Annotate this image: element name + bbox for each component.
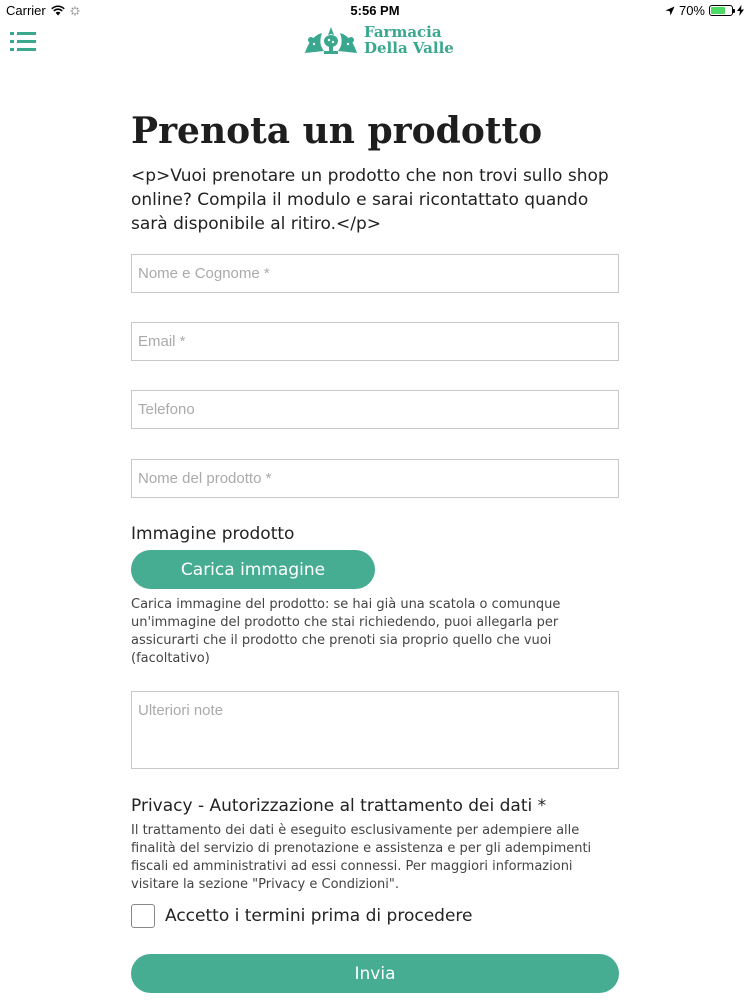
- product-name-field[interactable]: [131, 459, 619, 498]
- phone-field[interactable]: [131, 390, 619, 429]
- logo-line-2: Della Valle: [364, 39, 454, 57]
- page-intro: <p>Vuoi prenotare un prodotto che non trovi sullo shop online? Compila il modulo e sarai ricontattato quando sarà disponibile al ritiro.</p>: [131, 166, 609, 234]
- privacy-text: Il trattamento dei dati è eseguito esclusivamente per adempiere alle finalità del servizio di prenotazione e assistenza e per gli adempimenti fiscali ed amministrativi ad essi connessi. Per maggiori informazioni visitare la sezione "Privacy e Condizioni".: [131, 823, 592, 892]
- privacy-title: Privacy - Autorizzazione al trattamento dei dati *: [131, 796, 547, 816]
- pharmacy-emblem-icon: [302, 25, 360, 55]
- email-field[interactable]: [131, 322, 619, 361]
- menu-icon-row: [10, 48, 36, 51]
- battery-level: [711, 7, 725, 14]
- carrier-label: Carrier: [6, 3, 46, 18]
- upload-help-text: Carica immagine del prodotto: se hai già una scatola o comunque un'immagine del prodotto che stai richiedendo, puoi allegarla per assicurarti che il prodotto che prenoti sia proprio quello che vuoi (facoltativo): [131, 597, 561, 666]
- image-label: Immagine prodotto: [131, 524, 295, 544]
- logo[interactable]: [302, 24, 454, 56]
- logo-line-1: Farmacia: [364, 23, 442, 41]
- upload-image-button[interactable]: Carica immagine: [131, 550, 375, 589]
- name-field[interactable]: [131, 254, 619, 293]
- charging-bolt-icon: [737, 5, 744, 16]
- accept-terms-label[interactable]: Accetto i termini prima di procedere: [165, 906, 473, 926]
- status-time: 5:56 PM: [350, 3, 400, 18]
- menu-button[interactable]: [10, 30, 38, 54]
- status-right: [665, 3, 744, 18]
- logo-text: [364, 24, 454, 56]
- menu-icon-row: [10, 32, 36, 35]
- app-header: [0, 20, 750, 70]
- page-title: Prenota un prodotto: [131, 110, 543, 152]
- submit-button[interactable]: Invia: [131, 954, 619, 993]
- location-arrow-icon: [665, 6, 675, 16]
- status-bar: [0, 0, 750, 20]
- battery-percent: 70%: [678, 3, 705, 18]
- accept-terms-checkbox[interactable]: [131, 904, 155, 928]
- page-content: [131, 105, 621, 236]
- notes-field[interactable]: [131, 691, 619, 769]
- battery-icon: [709, 5, 733, 16]
- menu-icon-row: [10, 40, 36, 43]
- accept-terms-row[interactable]: [131, 904, 473, 928]
